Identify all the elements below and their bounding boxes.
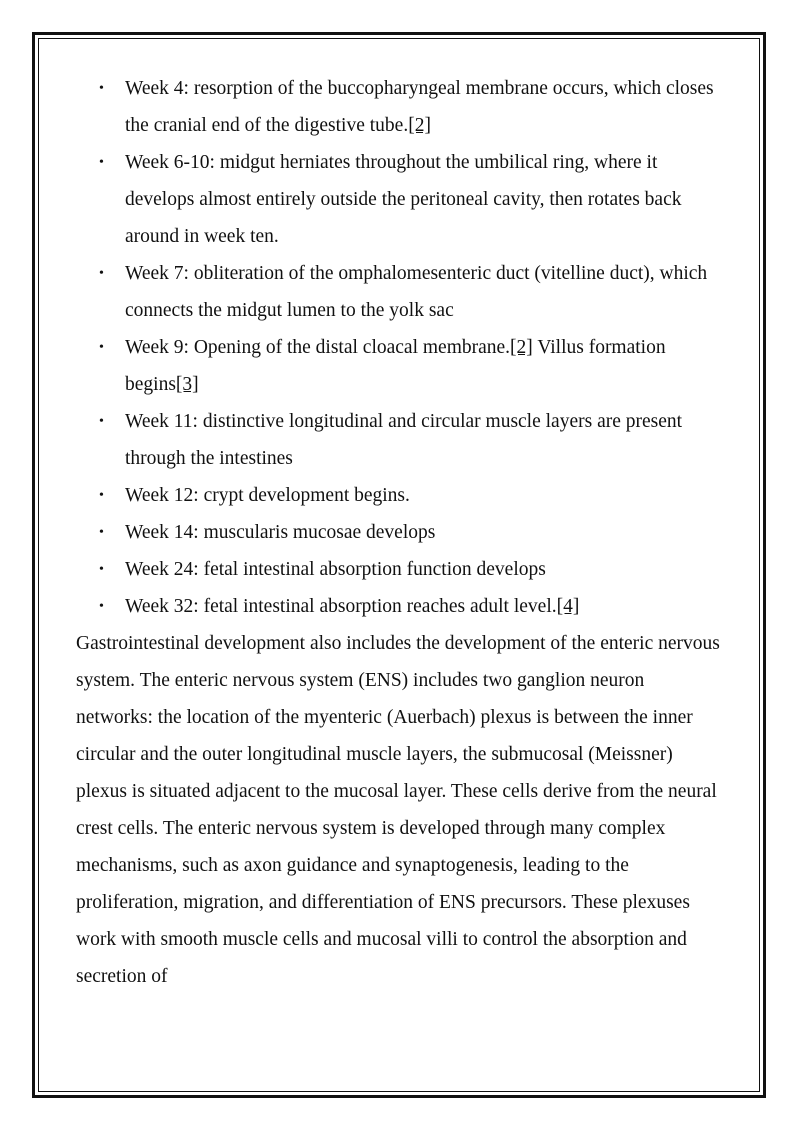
list-item-text-continued: Villus formation begins	[125, 337, 666, 395]
list-item-text: Week 6-10: midgut herniates throughout the umbilical ring, where it develops almost entirely outside the peritoneal cavity, then rotates back around in week ten.	[125, 152, 682, 247]
list-item-text: Week 24: fetal intestinal absorption function develops	[125, 559, 546, 580]
list-item	[76, 144, 726, 255]
bullet-icon: •	[99, 340, 104, 355]
bullet-icon: •	[99, 414, 104, 429]
list-item-text: Week 14: muscularis mucosae develops	[125, 522, 436, 543]
citation-link[interactable]: [4]	[556, 596, 580, 617]
list-item	[76, 329, 726, 403]
list-item	[76, 551, 726, 588]
list-item-text: Week 9: Opening of the distal cloacal membrane.	[125, 337, 511, 358]
list-item-text: Week 11: distinctive longitudinal and circular muscle layers are present through the intestines	[125, 411, 683, 469]
bullet-icon: •	[99, 488, 104, 503]
bullet-icon: •	[99, 266, 104, 281]
list-item	[76, 70, 726, 144]
bullet-icon: •	[99, 155, 104, 170]
bullet-icon: •	[99, 525, 104, 540]
bullet-icon: •	[99, 599, 104, 614]
list-item-text: Week 32: fetal intestinal absorption reaches adult level.	[125, 596, 557, 617]
list-item-text: Week 7: obliteration of the omphalomesenteric duct (vitelline duct), which connects the midgut lumen to the yolk sac	[125, 263, 708, 321]
document-body	[76, 70, 726, 995]
list-item-text: Week 12: crypt development begins.	[125, 485, 410, 506]
citation-link[interactable]: [3]	[175, 374, 199, 395]
list-item	[76, 514, 726, 551]
bullet-icon: •	[99, 81, 104, 96]
list-item	[76, 403, 726, 477]
bullet-icon: •	[99, 562, 104, 577]
citation-link[interactable]: [2]	[510, 337, 533, 358]
list-item	[76, 477, 726, 514]
body-paragraph: Gastrointestinal development also includes the development of the enteric nervous system. The enteric nervous system (ENS) includes two ganglion neuron networks: the location of the myenteric (Auerbach) plexus is between the inner circular and the outer longitudinal muscle layers, the submucosal (Meissner) plexus is situated adjacent to the mucosal layer. These cells derive from the neural crest cells. The enteric nervous system is developed through many complex mechanisms, such as axon guidance and synaptogenesis, leading to the proliferation, migration, and differentiation of ENS precursors. These plexuses work with smooth muscle cells and mucosal villi to control the absorption and secretion of	[76, 633, 720, 987]
week-bullet-list	[76, 70, 726, 625]
list-item	[76, 255, 726, 329]
citation-link[interactable]: [2]	[408, 115, 431, 136]
list-item-text: Week 4: resorption of the buccopharyngeal membrane occurs, which closes the cranial end of the digestive tube.	[125, 78, 714, 136]
list-item	[76, 588, 726, 625]
